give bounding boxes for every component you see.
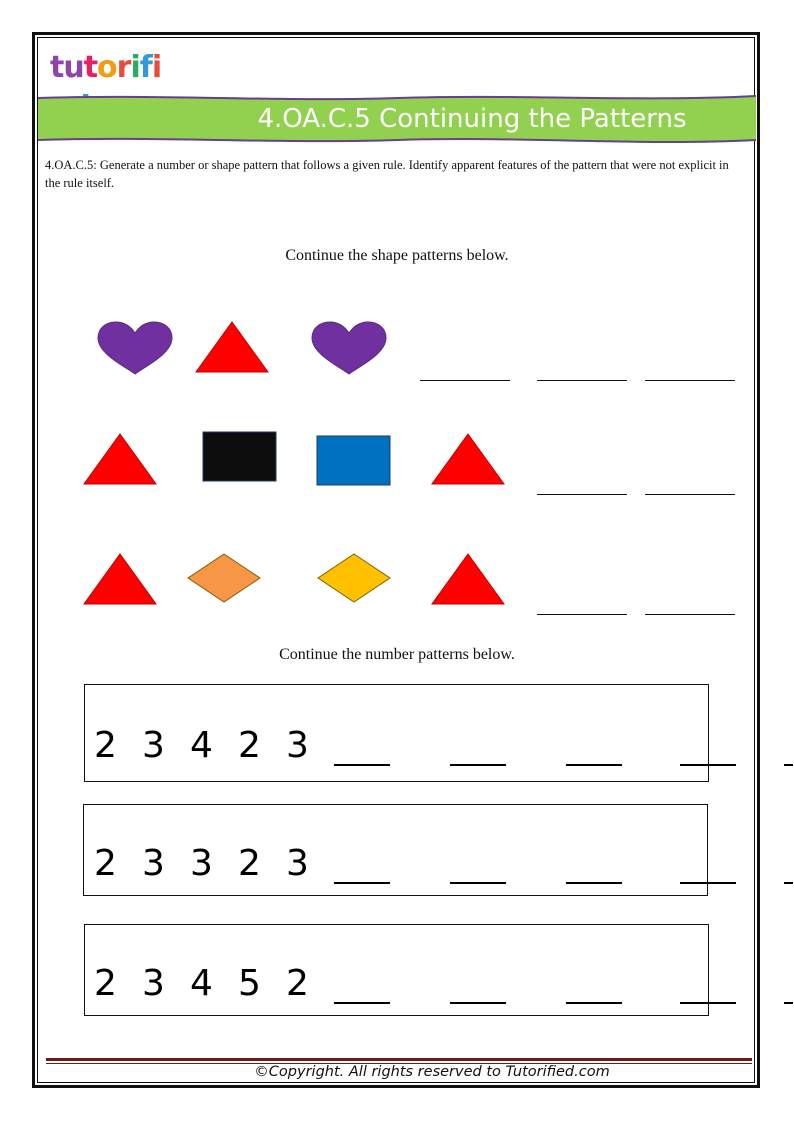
number-answer-blank[interactable] (450, 1002, 506, 1004)
answer-blank[interactable] (645, 380, 735, 381)
pattern-number: 2 (286, 963, 309, 1004)
number-answer-blank[interactable] (334, 764, 390, 766)
pattern-number: 3 (142, 843, 165, 884)
pattern-number: 3 (142, 725, 165, 766)
number-answer-blank[interactable] (680, 882, 736, 884)
number-instruction: Continue the number patterns below. (279, 646, 515, 663)
logo-letter: r (116, 50, 131, 85)
pattern-number: 4 (190, 963, 213, 1004)
number-answer-blank[interactable] (784, 1002, 793, 1004)
pattern-number: 4 (190, 725, 213, 766)
page-title: 4.OA.C.5 Continuing the Patterns (257, 104, 687, 134)
pattern-number: 2 (94, 725, 117, 766)
number-answer-blank[interactable] (680, 764, 736, 766)
diamond-shape (186, 552, 262, 604)
number-answer-blank[interactable] (334, 1002, 390, 1004)
pattern-number: 2 (94, 843, 117, 884)
diamond-shape (316, 552, 392, 604)
triangle-shape (430, 432, 506, 486)
copyright-footer: ©Copyright. All rights reserved to Tutorified.com (254, 1064, 610, 1080)
answer-blank[interactable] (645, 494, 735, 495)
pattern-number: 2 (238, 843, 261, 884)
number-answer-blank[interactable] (566, 1002, 622, 1004)
tutorified-logo (50, 48, 180, 88)
number-answer-blank[interactable] (784, 764, 793, 766)
number-answer-blank[interactable] (784, 882, 793, 884)
number-answer-blank[interactable] (334, 882, 390, 884)
number-answer-blank[interactable] (450, 764, 506, 766)
logo-letter: i (130, 50, 140, 85)
number-answer-blank[interactable] (680, 1002, 736, 1004)
triangle-shape (82, 552, 158, 606)
number-answer-blank[interactable] (566, 882, 622, 884)
pattern-number: 5 (238, 963, 261, 1004)
rectangle-shape (202, 431, 278, 483)
logo-letter: i (151, 50, 162, 85)
logo-letter: t (50, 50, 64, 85)
standard-description: 4.OA.C.5: Generate a number or shape pattern that follows a given rule. Identify apparent features of the pattern that were not explicit in the rule itself. (45, 158, 729, 190)
answer-blank[interactable] (537, 614, 627, 615)
triangle-shape (82, 432, 158, 486)
pattern-number: 3 (286, 725, 309, 766)
triangle-shape (430, 552, 506, 606)
heart-shape (96, 320, 174, 378)
number-answer-blank[interactable] (566, 764, 622, 766)
pattern-number: 2 (94, 963, 117, 1004)
shape-instruction: Continue the shape patterns below. (285, 247, 509, 264)
triangle-shape (194, 320, 270, 374)
pattern-number: 3 (286, 843, 309, 884)
rectangle-shape (316, 435, 392, 487)
heart-shape (310, 320, 388, 378)
number-answer-blank[interactable] (450, 882, 506, 884)
answer-blank[interactable] (537, 494, 627, 495)
pattern-number: 2 (238, 725, 261, 766)
answer-blank[interactable] (537, 380, 627, 381)
logo-letter: u (63, 50, 84, 85)
logo-letter: t (83, 50, 98, 85)
logo-letter: o (97, 50, 117, 85)
pattern-number: 3 (190, 843, 213, 884)
answer-blank[interactable] (420, 380, 510, 381)
number-pattern-box (84, 684, 709, 782)
pattern-number: 3 (142, 963, 165, 1004)
footer-rule (46, 1058, 752, 1061)
logo-letter: f (139, 50, 152, 85)
answer-blank[interactable] (645, 614, 735, 615)
